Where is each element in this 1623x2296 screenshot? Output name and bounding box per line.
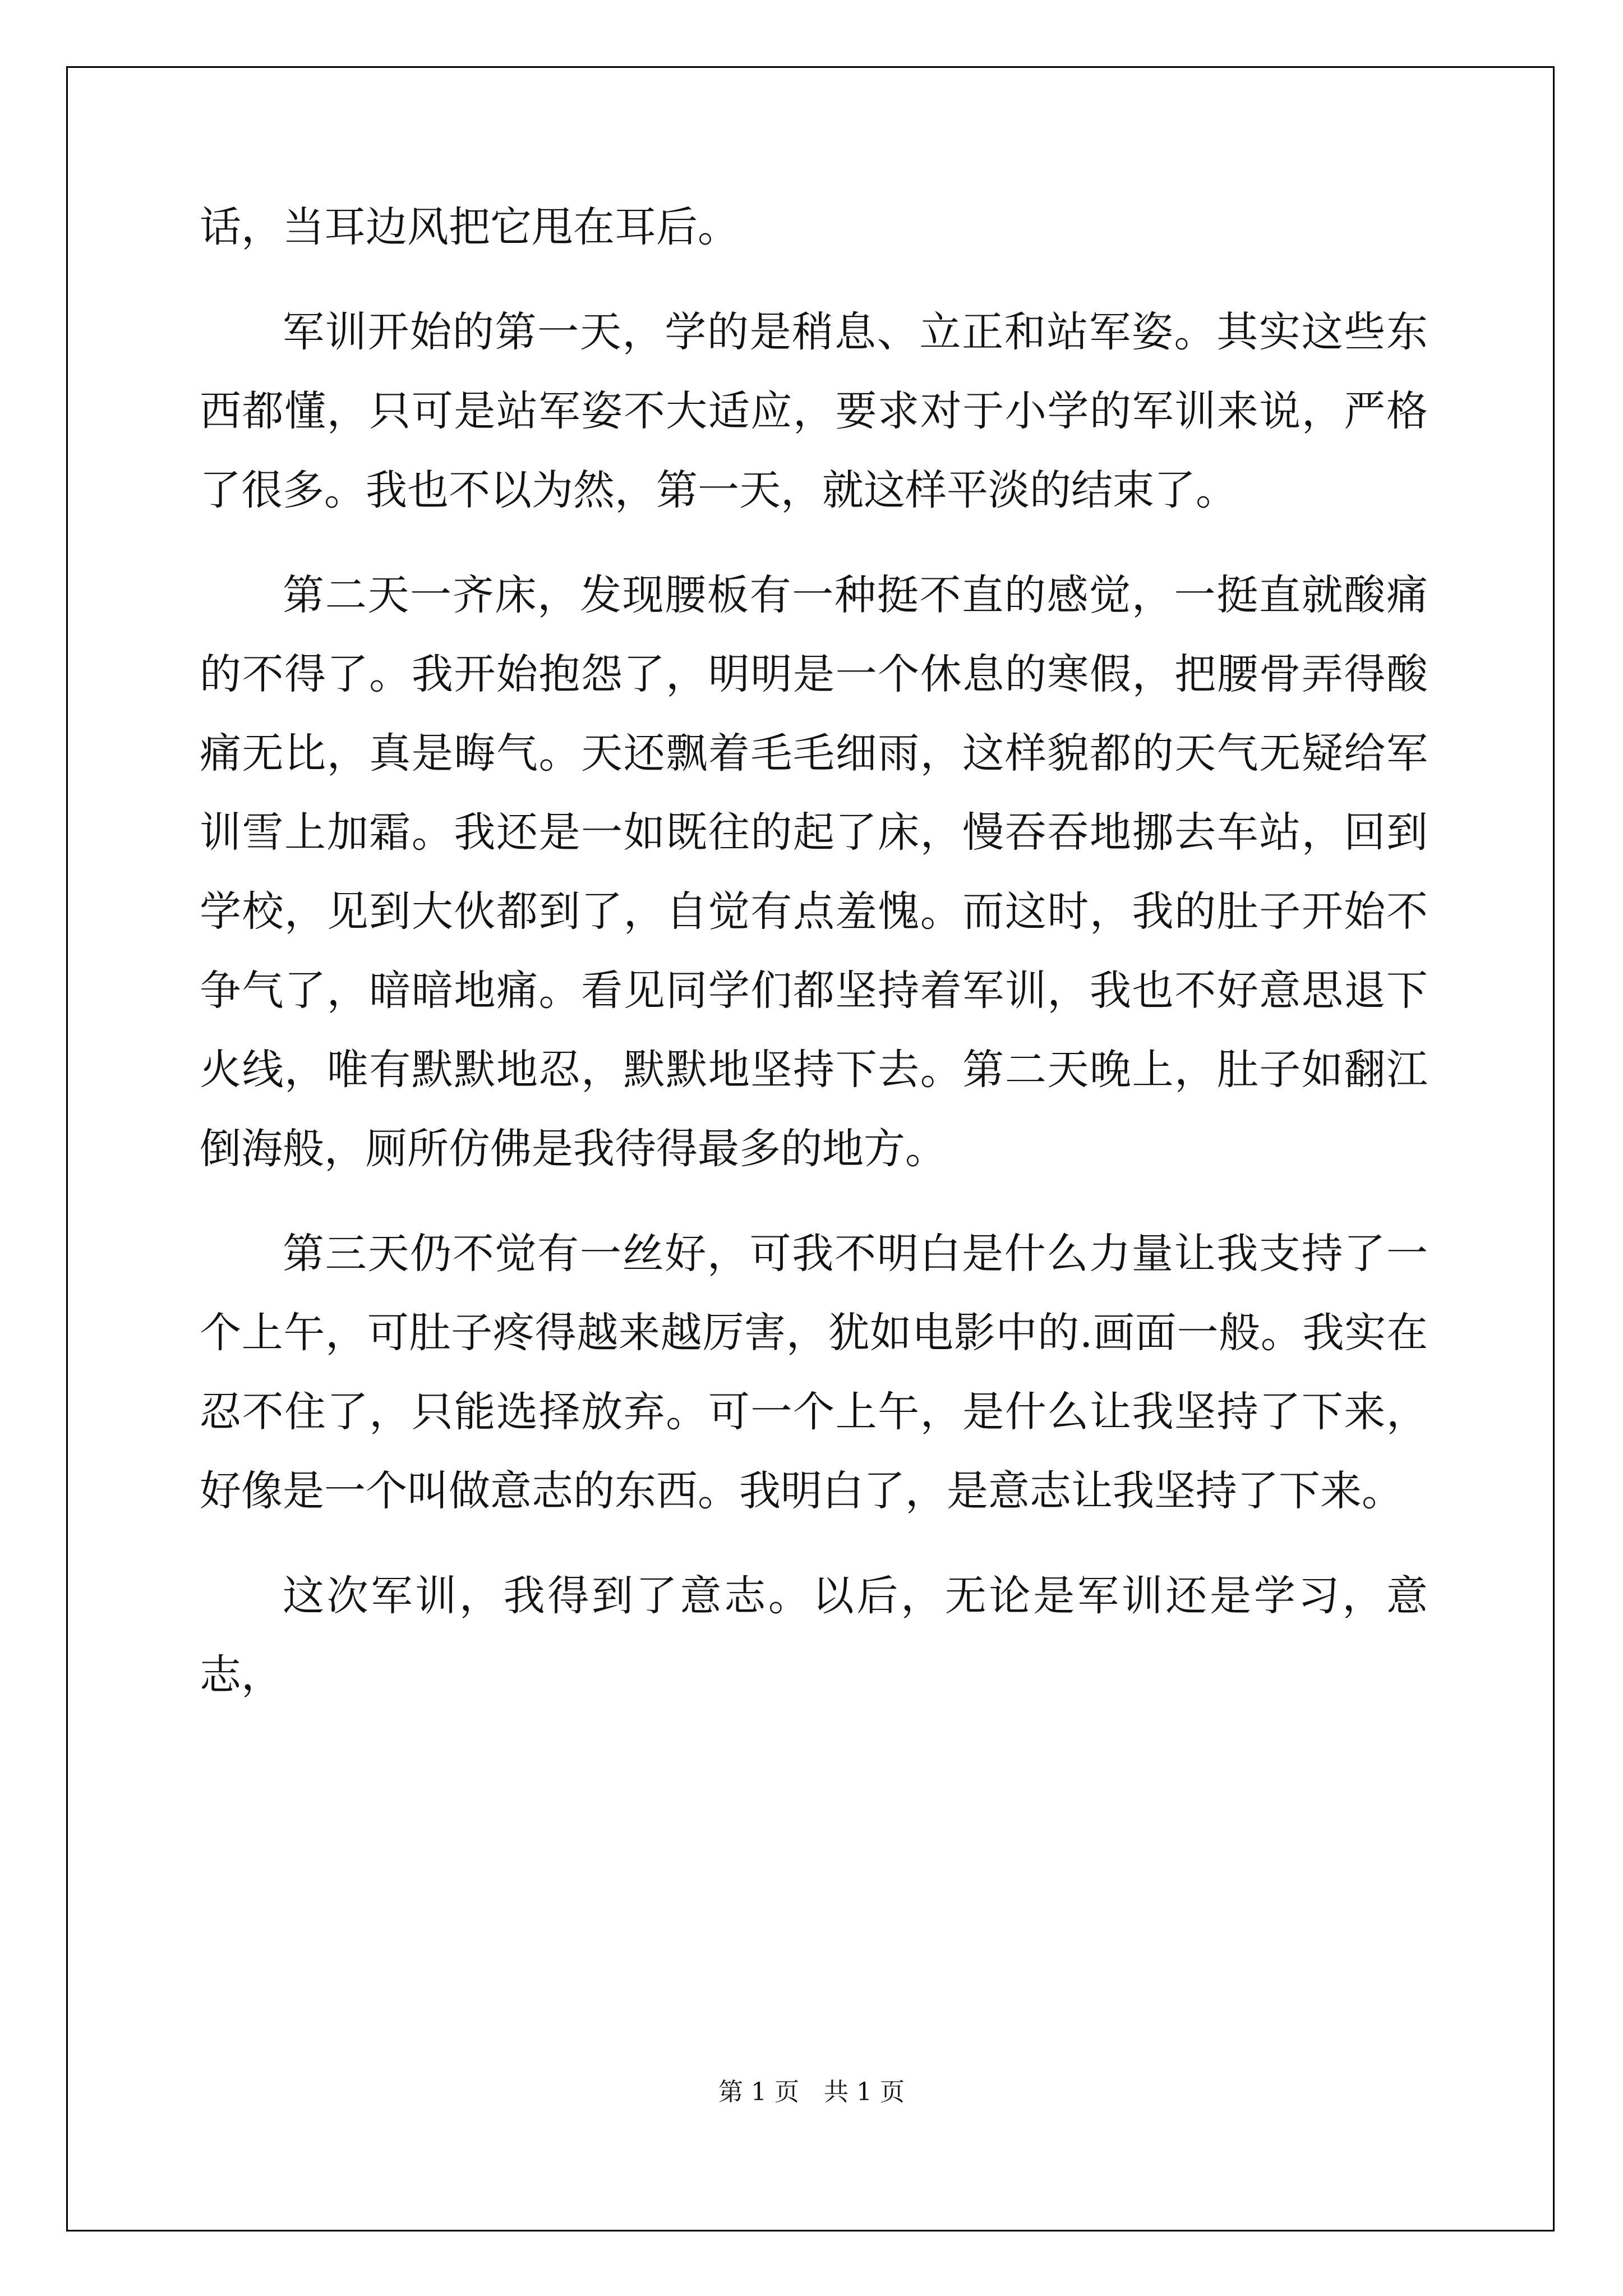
paragraph: 第二天一齐床，发现腰板有一种挺不直的感觉，一挺直就酸痛的不得了。我开始抱怨了，明明是一个休息的寒假，把腰骨弄得酸痛无比，真是晦气。天还飘着毛毛细雨，这样貌都的天气无疑给军训雪上加霜。我还是一如既往的起了床，慢吞吞地挪去车站，回到学校，见到大伙都到了，自觉有点羞愧。而这时，我的肚子开始不争气了，暗暗地痛。看见同学们都坚持着军训，我也不好意思退下火线，唯有默默地忍，默默地坚持下去。第二天晚上，肚子如翻江倒海般，厕所仿佛是我待得最多的地方。 <box>200 571 1428 1173</box>
paragraph: 这次军训，我得到了意志。以后，无论是军训还是学习，意志， <box>200 1572 1428 1699</box>
page-number: 第 1 页 共 1 页 <box>718 2078 905 2106</box>
document-body <box>200 188 1428 1741</box>
paragraph-continued: 话，当耳边风把它甩在耳后。 <box>200 203 739 251</box>
paragraph: 军训开始的第一天，学的是稍息、立正和站军姿。其实这些东西都懂，只可是站军姿不大适应，要求对于小学的军训来说，严格了很多。我也不以为然，第一天，就这样平淡的结束了。 <box>200 308 1428 514</box>
page-footer <box>0 2076 1623 2109</box>
paragraph: 第三天仍不觉有一丝好，可我不明白是什么力量让我支持了一个上午，可肚子疼得越来越厉害，犹如电影中的.画面一般。我实在忍不住了，只能选择放弃。可一个上午，是什么让我坚持了下来，好像是一个叫做意志的东西。我明白了，是意志让我坚持了下来。 <box>200 1230 1428 1515</box>
